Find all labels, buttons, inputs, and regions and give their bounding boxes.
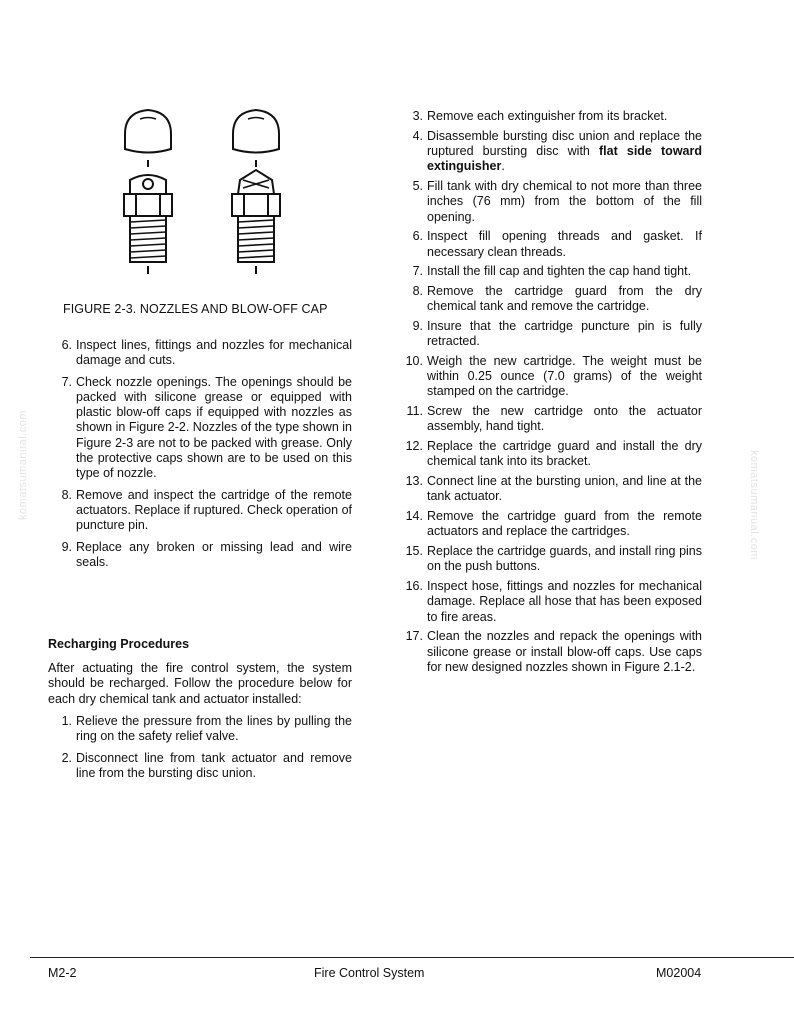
item-number: 6. (61, 338, 72, 352)
list-item (400, 579, 702, 625)
list-item (400, 129, 702, 175)
item-text: Check nozzle openings. The openings should be packed with silicone grease or equipped with plastic blow-off caps if equipped with nozzles as shown in Figure 2-2. Nozzles of the type shown in Figure 2-3 are not to be packed with grease. Only the protective caps shown are to be used on this type of nozzle. (76, 374, 352, 481)
item-number: 8. (61, 487, 72, 502)
item-text: Disassemble bursting disc union and replace the ruptured bursting disc with (427, 128, 702, 158)
list-item (400, 404, 702, 435)
item-number: 2. (61, 750, 72, 765)
item-number: 7. (61, 374, 72, 389)
list-item (400, 284, 702, 315)
item-number: 15. (405, 544, 423, 559)
watermark-left: komatsumanual.com (17, 410, 29, 520)
list-item (48, 338, 352, 369)
item-text: Insure that the cartridge puncture pin is fully retracted. (427, 318, 702, 349)
item-text: Remove the cartridge guard from the remote actuators and replace the cartridges. (427, 509, 702, 539)
item-text: Remove the cartridge guard from the dry chemical tank and remove the cartridge. (427, 283, 702, 314)
left-column-list (48, 338, 352, 576)
item-text: Fill tank with dry chemical to not more than three inches (76 mm) from the bottom of the fill opening. (427, 178, 702, 224)
list-item (48, 714, 352, 745)
watermark-right: komatsumanual.com (748, 450, 760, 560)
item-text: Disconnect line from tank actuator and remove line from the bursting disc union. (76, 750, 352, 780)
list-item (48, 540, 352, 571)
list-item (400, 509, 702, 540)
list-item (400, 264, 702, 279)
item-number: 1. (61, 714, 72, 728)
list-item (400, 544, 702, 575)
item-text: Replace any broken or missing lead and wire seals. (76, 539, 352, 569)
document-code: M02004 (656, 966, 702, 980)
list-item (48, 751, 352, 782)
footer-divider (30, 957, 794, 958)
figure-caption: FIGURE 2-3. NOZZLES AND BLOW-OFF CAP (63, 302, 328, 316)
item-text-end: . (501, 159, 505, 174)
list-item (400, 474, 702, 505)
nozzle-with-blow-off-cap-icon (124, 110, 172, 274)
item-text: Connect line at the bursting union, and line at the tank actuator. (427, 474, 702, 504)
item-text: Inspect hose, fittings and nozzles for mechanical damage. Replace all hose that has been exposed to fire areas. (427, 579, 702, 624)
item-text: Relieve the pressure from the lines by pulling the ring on the safety relief valve. (76, 714, 352, 744)
item-text: Remove each extinguisher from its bracket. (427, 109, 668, 123)
list-item (400, 179, 702, 225)
section-intro: After actuating the fire control system, the system should be recharged. Follow the procedure below for each dry chemical tank and actuator installed: (48, 661, 352, 706)
item-number: 4. (412, 128, 423, 143)
item-text: Weigh the new cartridge. The weight must be within 0.25 ounce (7.0 grams) of the weight stamped on the cartridge. (427, 353, 702, 399)
item-text-bold: flat side toward extinguisher (427, 143, 702, 174)
item-number: 16. (405, 579, 423, 594)
item-number: 9. (61, 539, 72, 554)
item-number: 9. (412, 318, 423, 333)
right-column-list (400, 109, 702, 680)
item-text: Replace the cartridge guards, and install ring pins on the push buttons. (427, 544, 702, 574)
page-number: M2-2 (48, 966, 77, 980)
list-item (48, 488, 352, 534)
item-number: 11. (406, 404, 423, 419)
list-item (400, 629, 702, 675)
list-item (400, 439, 702, 470)
recharging-steps (48, 714, 352, 787)
item-text: Screw the new cartridge onto the actuator assembly, hand tight. (427, 404, 702, 434)
item-text: Replace the cartridge guard and install the dry chemical tank into its bracket. (427, 439, 702, 469)
item-number: 10. (405, 353, 423, 368)
item-text: Inspect fill opening threads and gasket. If necessary clean threads. (427, 229, 702, 259)
item-number: 7. (412, 264, 423, 279)
list-item (400, 319, 702, 350)
nozzle-with-blow-off-cap-icon (232, 110, 280, 274)
item-number: 3. (412, 109, 423, 123)
item-number: 5. (412, 178, 423, 193)
nozzle-illustration (100, 104, 300, 284)
section-heading: Recharging Procedures (48, 637, 190, 651)
nozzles-figure (100, 104, 300, 284)
item-number: 13. (405, 474, 423, 489)
item-text: Inspect lines, fittings and nozzles for mechanical damage and cuts. (76, 338, 352, 368)
item-text: Remove and inspect the cartridge of the remote actuators. Replace if ruptured. Check operation of puncture pin. (76, 487, 352, 533)
list-item (48, 375, 352, 482)
list-item (400, 354, 702, 400)
item-text: Clean the nozzles and repack the openings with silicone grease or install blow-off caps. Use caps for new designed nozzles shown in Figure 2.1-2. (427, 629, 702, 674)
item-number: 6. (412, 229, 423, 244)
footer-title: Fire Control System (314, 966, 425, 980)
list-item (400, 109, 702, 124)
list-item (400, 229, 702, 260)
item-number: 14. (405, 509, 423, 524)
item-number: 8. (412, 283, 423, 298)
item-number: 17. (405, 629, 423, 644)
item-number: 12. (405, 439, 423, 454)
item-text: Install the fill cap and tighten the cap hand tight. (427, 264, 692, 279)
